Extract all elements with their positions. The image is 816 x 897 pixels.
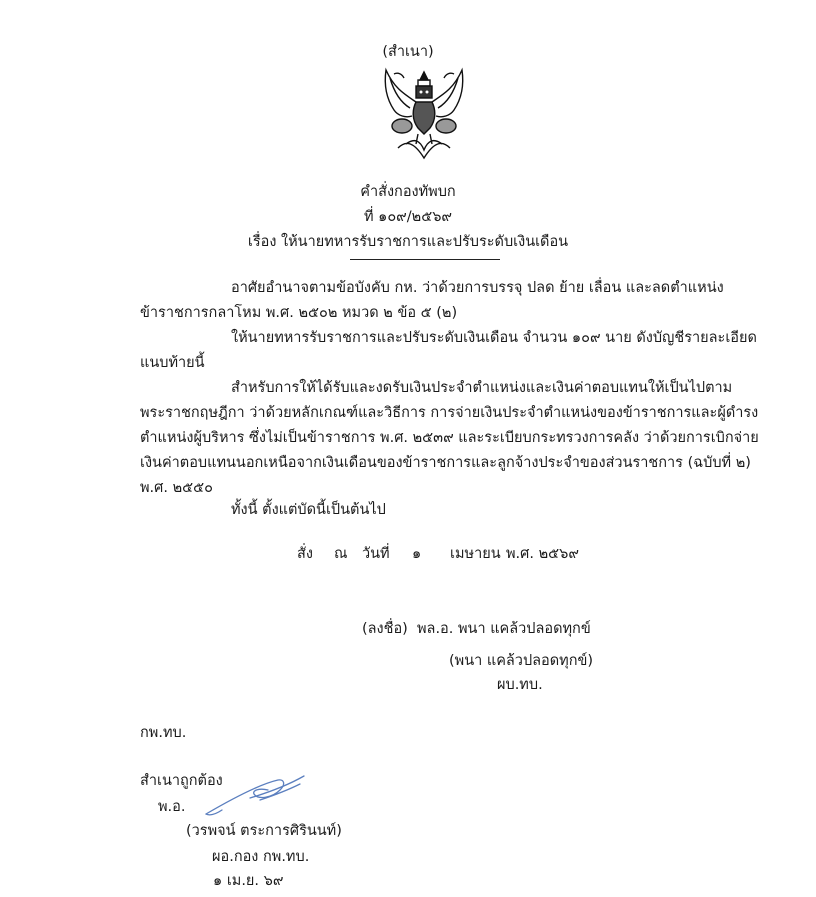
distribution: กพ.ทบ. [140,725,187,741]
paragraph-1-line-2: ข้าราชการกลาโหม พ.ศ. ๒๕๐๒ หมวด ๒ ข้อ ๕ (๒) [140,305,458,321]
signer-name: พล.อ. พนา แคล้วปลอดทุกข์ [417,621,591,637]
handwritten-signature-icon [200,770,310,820]
month-value: เมษายน [450,546,501,562]
paragraph-3-line-5: พ.ศ. ๒๕๕๐ [140,480,213,496]
paragraph-2-line-2: แนบท้ายนี้ [140,355,205,371]
signed-label: (ลงชื่อ) [362,621,408,637]
copy-mark: (สำเนา) [382,44,434,60]
signer-position: ผบ.ทบ. [497,677,543,693]
paragraph-3-line-3: ตำแหน่งผู้บริหาร ซึ่งไม่เป็นข้าราชการ พ.ศ. ๒๕๓๙ และระเบียบกระทรวงการคลัง ว่าด้วยการเบิกจ่าย [140,430,759,446]
order-word: สั่ง [297,546,313,562]
order-subject: เรื่อง ให้นายทหารรับราชการและปรับระดับเงินเดือน [247,234,569,250]
certified-copy-label: สำเนาถูกต้อง [140,773,223,789]
day-value: ๑ [412,546,422,562]
order-title: คำสั่งกองทัพบก [360,184,456,200]
paragraph-1-line-1: อาศัยอำนาจตามข้อบังคับ กห. ว่าด้วยการบรรจุ ปลด ย้าย เลื่อน และลดตำแหน่ง [231,280,724,296]
paragraph-3-line-2: พระราชกฤษฎีกา ว่าด้วยหลักเกณฑ์และวิธีการ การจ่ายเงินประจำตำแหน่งของข้าราชการและผู้ดำรง [140,405,759,421]
order-number: ที่ ๑๐๙/๒๕๖๙ [363,209,453,225]
certifier-position: ผอ.กอง กพ.ทบ. [212,849,310,865]
certifier-name-paren: (วรพจน์ ตระการศิรินนท์) [186,823,342,839]
day-label: วันที่ [362,546,390,562]
garuda-emblem-icon [376,64,472,164]
signer-name-paren: (พนา แคล้วปลอดทุกข์) [449,653,594,669]
paragraph-4-line-1: ทั้งนี้ ตั้งแต่บัดนี้เป็นต้นไป [231,502,386,518]
divider-line [350,259,500,260]
at-word: ณ [334,546,348,562]
certifier-rank: พ.อ. [158,799,186,815]
year-value: พ.ศ. ๒๕๖๙ [506,546,579,562]
paragraph-2-line-1: ให้นายทหารรับราชการและปรับระดับเงินเดือน จำนวน ๑๐๙ นาย ดังบัญชีรายละเอียด [231,330,757,346]
paragraph-3-line-4: เงินค่าตอบแทนนอกเหนือจากเงินเดือนของข้าราชการและลูกจ้างประจำของส่วนราชการ (ฉบับที่ ๒) [140,455,751,471]
paragraph-3-line-1: สำหรับการให้ได้รับและงดรับเงินประจำตำแหน่งและเงินค่าตอบแทนให้เป็นไปตาม [231,380,733,396]
certification-date: ๑ เม.ย. ๖๙ [213,873,284,889]
